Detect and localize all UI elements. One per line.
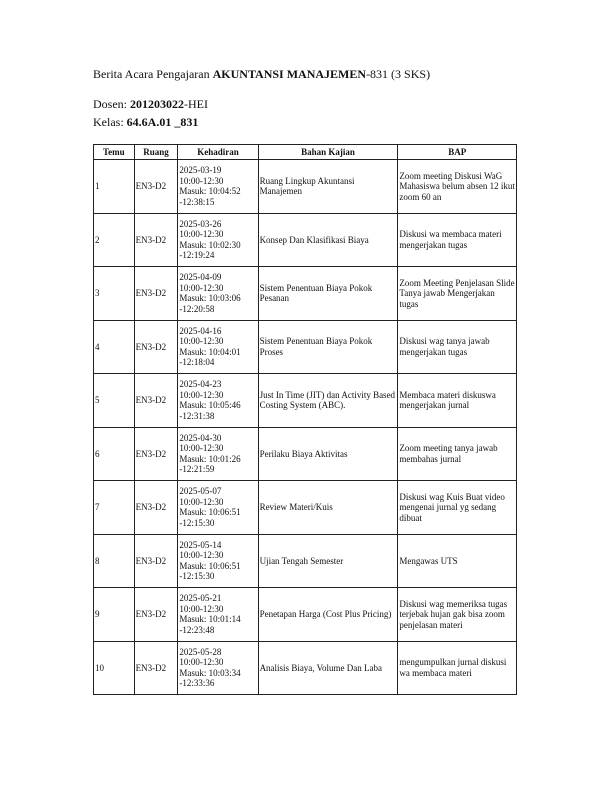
cell-ruang: EN3-D2 <box>134 641 178 695</box>
cell-bap: Diskusi wag tanya jawab mengerjakan tugas <box>398 320 517 374</box>
kehadiran-date: 2025-04-23 <box>179 379 222 390</box>
cell-bap: Zoom meeting tanya jawab membahas jurnal <box>398 427 517 481</box>
cell-bahan-kajian: Ruang Lingkup Akuntansi Manajemen <box>258 160 398 214</box>
cell-temu: 7 <box>94 481 135 535</box>
cell-bap: Membaca materi diskuswa mengerjakan jurnal <box>398 374 517 428</box>
kehadiran-keluar: -12:38:15 <box>179 196 215 207</box>
kehadiran-date: 2025-03-19 <box>179 165 222 176</box>
title-prefix: Berita Acara Pengajaran <box>93 67 213 81</box>
kehadiran-date: 2025-04-30 <box>179 432 222 443</box>
kehadiran-masuk: Masuk: 10:03:34 <box>179 667 241 678</box>
kehadiran-masuk: Masuk: 10:06:51 <box>179 507 241 518</box>
kehadiran-masuk: Masuk: 10:01:26 <box>179 453 241 464</box>
cell-ruang: EN3-D2 <box>134 374 178 428</box>
kehadiran-masuk: Masuk: 10:03:06 <box>179 293 241 304</box>
lecturer-label: Dosen: <box>93 97 130 111</box>
cell-temu: 1 <box>94 160 135 214</box>
table-body <box>94 160 517 695</box>
kehadiran-date: 2025-04-16 <box>179 325 222 336</box>
cell-bap: Diskusi wa membaca materi mengerjakan tugas <box>398 213 517 267</box>
cell-kehadiran <box>178 641 258 695</box>
class-label: Kelas: <box>93 115 127 129</box>
lecturer-line <box>93 97 208 112</box>
cell-temu: 4 <box>94 320 135 374</box>
kehadiran-date: 2025-03-26 <box>179 218 222 229</box>
kehadiran-masuk: Masuk: 10:01:14 <box>179 614 241 625</box>
table-row <box>94 641 517 695</box>
cell-bap: Zoom meeting Diskusi WaG Mahasiswa belum absen 12 ikut zoom 60 an <box>398 160 517 214</box>
col-header-temu: Temu <box>94 145 135 160</box>
course-suffix: -831 (3 SKS) <box>366 67 431 81</box>
kehadiran-time: 10:00-12:30 <box>179 389 224 400</box>
table-row <box>94 267 517 321</box>
kehadiran-time: 10:00-12:30 <box>179 496 224 507</box>
cell-ruang: EN3-D2 <box>134 160 178 214</box>
cell-bap: Diskusi wag Kuis Buat video mengenai jurnal yg sedang dibuat <box>398 481 517 535</box>
cell-kehadiran <box>178 213 258 267</box>
cell-temu: 6 <box>94 427 135 481</box>
kehadiran-keluar: -12:21:59 <box>179 464 215 475</box>
kehadiran-keluar: -12:33:36 <box>179 678 215 689</box>
cell-bap: Mengawas UTS <box>398 534 517 588</box>
kehadiran-time: 10:00-12:30 <box>179 336 224 347</box>
kehadiran-masuk: Masuk: 10:04:01 <box>179 346 241 357</box>
table-row <box>94 534 517 588</box>
kehadiran-time: 10:00-12:30 <box>179 229 224 240</box>
course-name: AKUNTANSI MANAJEMEN <box>212 67 367 81</box>
document-title <box>93 67 430 82</box>
kehadiran-time: 10:00-12:30 <box>179 550 224 561</box>
cell-bahan-kajian: Ujian Tengah Semester <box>258 534 398 588</box>
lecturer-id: 201203022 <box>130 97 184 111</box>
cell-temu: 2 <box>94 213 135 267</box>
cell-kehadiran <box>178 481 258 535</box>
table-row <box>94 213 517 267</box>
cell-bap: Diskusi wag memeriksa tugas terjebak hujan gak bisa zoom penjelasan materi <box>398 588 517 642</box>
cell-bahan-kajian: Analisis Biaya, Volume Dan Laba <box>258 641 398 695</box>
col-header-kehadiran: Kehadiran <box>178 145 258 160</box>
cell-ruang: EN3-D2 <box>134 320 178 374</box>
kehadiran-keluar: -12:15:30 <box>179 517 215 528</box>
table-row <box>94 160 517 214</box>
cell-ruang: EN3-D2 <box>134 267 178 321</box>
kehadiran-keluar: -12:23:48 <box>179 624 215 635</box>
cell-temu: 3 <box>94 267 135 321</box>
attendance-table <box>93 144 517 695</box>
lecturer-suffix: -HEI <box>184 97 208 111</box>
kehadiran-time: 10:00-12:30 <box>179 603 224 614</box>
cell-bahan-kajian: Just In Time (JIT) dan Activity Based Costing System (ABC). <box>258 374 398 428</box>
cell-bahan-kajian: Penetapan Harga (Cost Plus Pricing) <box>258 588 398 642</box>
kehadiran-masuk: Masuk: 10:04:52 <box>179 186 241 197</box>
table-row <box>94 427 517 481</box>
kehadiran-time: 10:00-12:30 <box>179 175 224 186</box>
cell-temu: 9 <box>94 588 135 642</box>
kehadiran-keluar: -12:15:30 <box>179 571 215 582</box>
class-line <box>93 115 198 130</box>
cell-bahan-kajian: Sistem Penentuan Biaya Pokok Proses <box>258 320 398 374</box>
cell-ruang: EN3-D2 <box>134 213 178 267</box>
table-row <box>94 374 517 428</box>
kehadiran-keluar: -12:19:24 <box>179 250 215 261</box>
kehadiran-time: 10:00-12:30 <box>179 282 224 293</box>
cell-temu: 10 <box>94 641 135 695</box>
kehadiran-date: 2025-04-09 <box>179 272 222 283</box>
cell-kehadiran <box>178 427 258 481</box>
cell-temu: 8 <box>94 534 135 588</box>
cell-kehadiran <box>178 320 258 374</box>
table-row <box>94 588 517 642</box>
table-row <box>94 481 517 535</box>
cell-bap: Zoom Meeting Penjelasan Slide Tanya jawab Mengerjakan tugas <box>398 267 517 321</box>
cell-kehadiran <box>178 534 258 588</box>
kehadiran-masuk: Masuk: 10:06:51 <box>179 560 241 571</box>
kehadiran-time: 10:00-12:30 <box>179 657 224 668</box>
kehadiran-keluar: -12:31:38 <box>179 410 215 421</box>
kehadiran-masuk: Masuk: 10:05:46 <box>179 400 241 411</box>
cell-kehadiran <box>178 160 258 214</box>
cell-kehadiran <box>178 267 258 321</box>
table-row <box>94 320 517 374</box>
cell-bahan-kajian: Konsep Dan Klasifikasi Biaya <box>258 213 398 267</box>
kehadiran-keluar: -12:20:58 <box>179 303 215 314</box>
cell-ruang: EN3-D2 <box>134 588 178 642</box>
col-header-bahan-kajian: Bahan Kajian <box>258 145 398 160</box>
col-header-ruang: Ruang <box>134 145 178 160</box>
cell-bahan-kajian: Perilaku Biaya Aktivitas <box>258 427 398 481</box>
kehadiran-date: 2025-05-21 <box>179 593 222 604</box>
cell-ruang: EN3-D2 <box>134 481 178 535</box>
cell-bahan-kajian: Review Materi/Kuis <box>258 481 398 535</box>
kehadiran-date: 2025-05-07 <box>179 486 222 497</box>
cell-ruang: EN3-D2 <box>134 534 178 588</box>
kehadiran-date: 2025-05-28 <box>179 646 222 657</box>
kehadiran-masuk: Masuk: 10:02:30 <box>179 239 241 250</box>
cell-bap: mengumpulkan jurnal diskusi wa membaca materi <box>398 641 517 695</box>
class-name: 64.6A.01 _831 <box>126 115 199 129</box>
kehadiran-time: 10:00-12:30 <box>179 443 224 454</box>
col-header-bap: BAP <box>398 145 517 160</box>
cell-kehadiran <box>178 588 258 642</box>
table-header-row <box>94 145 517 160</box>
kehadiran-keluar: -12:18:04 <box>179 357 215 368</box>
cell-temu: 5 <box>94 374 135 428</box>
cell-kehadiran <box>178 374 258 428</box>
kehadiran-date: 2025-05-14 <box>179 539 222 550</box>
cell-bahan-kajian: Sistem Penentuan Biaya Pokok Pesanan <box>258 267 398 321</box>
cell-ruang: EN3-D2 <box>134 427 178 481</box>
